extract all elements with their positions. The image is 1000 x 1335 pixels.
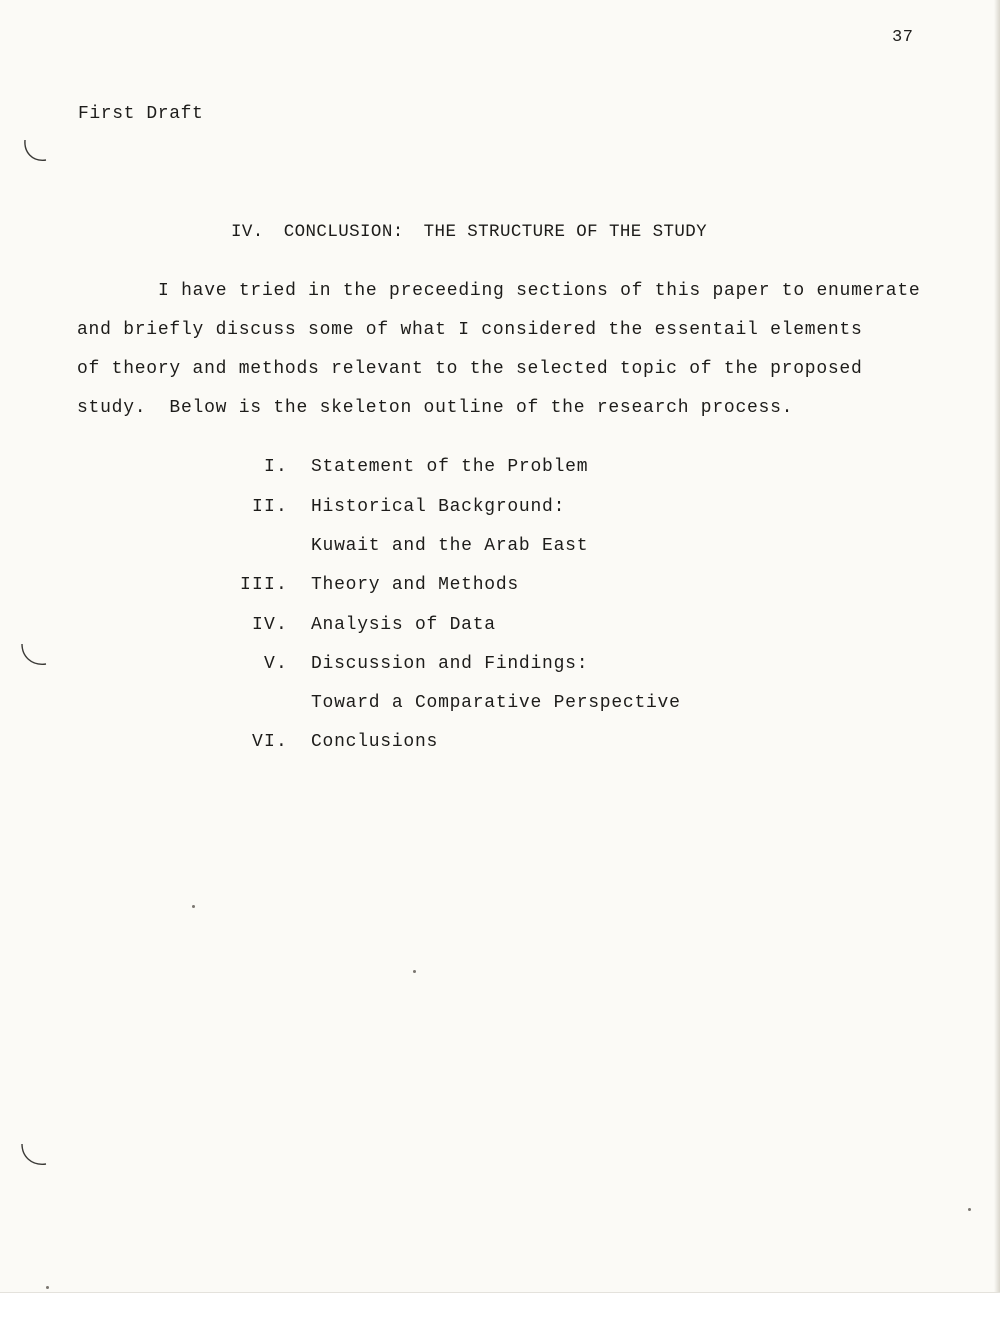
paragraph-line: and briefly discuss some of what I considered the essentail elements (77, 320, 863, 340)
heading-subtitle: THE STRUCTURE OF THE STUDY (423, 222, 708, 242)
heading-number: IV. (231, 222, 264, 242)
outline-numeral: II. (251, 497, 288, 517)
section-heading (231, 222, 707, 242)
binder-hole-mark (18, 640, 48, 670)
page-bottom-edge (0, 1292, 1000, 1335)
paper-speck (413, 970, 416, 973)
draft-label: First Draft (78, 104, 204, 124)
heading-title: CONCLUSION: (283, 222, 404, 242)
outline-item: Discussion and Findings: (311, 654, 589, 674)
outline-item: Analysis of Data (311, 615, 496, 635)
outline-numeral: I. (263, 457, 288, 477)
outline-numeral: IV. (251, 615, 288, 635)
outline-numeral: VI. (251, 732, 288, 752)
paper-speck (192, 905, 195, 908)
paragraph-line: I have tried in the preceeding sections of this paper to enumerate (158, 281, 921, 301)
outline-numeral: III. (239, 575, 288, 595)
outline-numeral: V. (263, 654, 288, 674)
paragraph-line: study. Below is the skeleton outline of the research process. (77, 398, 794, 418)
outline-item: Statement of the Problem (311, 457, 589, 477)
outline-item: Historical Background: (311, 497, 566, 517)
page-number: 37 (892, 28, 914, 47)
paper-speck (968, 1208, 971, 1211)
page-right-shadow (994, 0, 1000, 1292)
paragraph-line: of theory and methods relevant to the selected topic of the proposed (77, 359, 863, 379)
outline-item-continuation: Kuwait and the Arab East (311, 536, 589, 556)
outline-item: Conclusions (311, 732, 439, 752)
outline-item: Theory and Methods (311, 575, 519, 595)
paper-speck (46, 1286, 49, 1289)
outline-item-continuation: Toward a Comparative Perspective (311, 693, 681, 713)
binder-hole-mark (18, 136, 48, 166)
binder-hole-mark (18, 1140, 48, 1170)
